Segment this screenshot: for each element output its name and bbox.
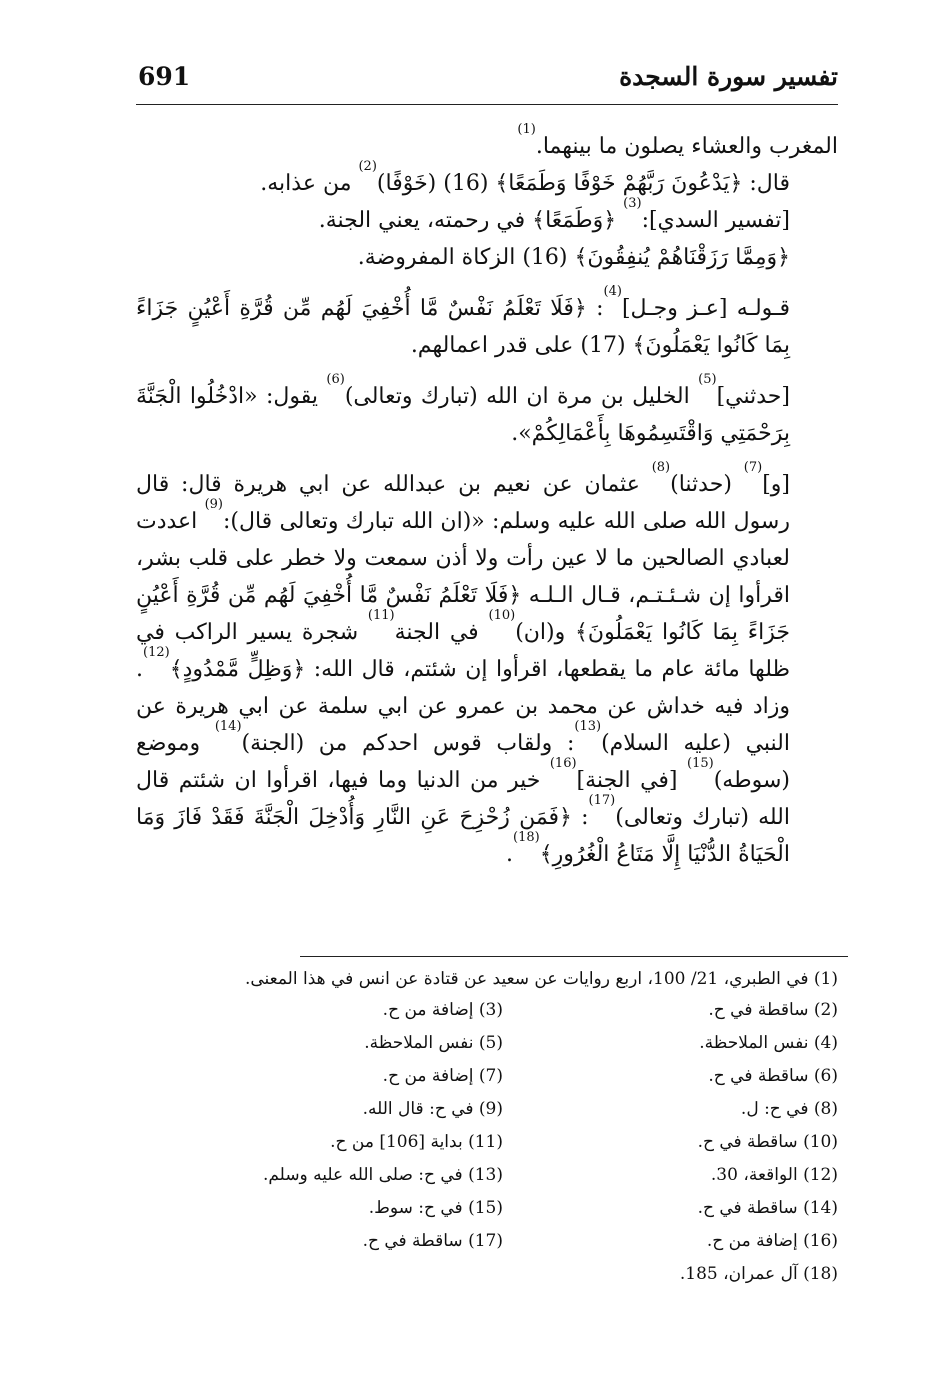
text-paragraph: المغرب والعشاء يصلون ما بينهما.$^{(1)}$ xyxy=(517,122,838,159)
footnote xyxy=(136,1264,503,1297)
footnote: (2) ساقطة في ح. xyxy=(708,1000,838,1020)
footnote: (17) ساقطة في ح. xyxy=(362,1231,503,1251)
footnote: (4) نفس الملاحظة. xyxy=(699,1033,838,1053)
footnote: (7) إضافة من ح. xyxy=(382,1066,503,1086)
text-paragraph: قال: ﴿يَدْعُونَ رَبَّهُمْ خَوْفًا وَطَمَعًا﴾ (16) (خَوْفًا)$^{(2)}$ من عذابه. xyxy=(260,159,790,196)
header-rule xyxy=(136,104,838,105)
footnote: (9) في ح: قال الله. xyxy=(362,1099,503,1119)
text-paragraph: [تفسير السدي]:$^{(3)}$ ﴿وَطَمَعًا﴾ في رحمته، يعني الجنة. xyxy=(318,196,790,233)
footnote: (13) في ح: صلى الله عليه وسلم. xyxy=(262,1165,503,1185)
text-paragraph: [حدثني]$^{(5)}$ الخليل بن مرة ان الله (تبارك وتعالى)$^{(6)}$ يقول: «ادْخُلُوا الْجَنَّةَ بِرَحْمَتِي وَاقْتَسِمُوهَا بِأَعْمَالِكُمْ». xyxy=(136,372,790,446)
page-number: 691 xyxy=(138,62,191,91)
main-text xyxy=(136,122,838,873)
footnote: (16) إضافة من ح. xyxy=(706,1231,838,1251)
footnote: (10) ساقطة في ح. xyxy=(697,1132,838,1152)
footnote-1: (1) في الطبري، 21/ 100، اربع روايات عن سعيد عن قتادة عن انس في هذا المعنى. xyxy=(244,969,838,989)
running-title: تفسير سورة السجدة xyxy=(619,62,838,91)
footnote: (3) إضافة من ح. xyxy=(382,1000,503,1020)
footnote: (11) بداية [106] من ح. xyxy=(330,1132,503,1152)
footnote: (12) الواقعة، 30. xyxy=(710,1165,838,1185)
text-paragraph: قـولـه [عـز وجـل]$^{(4)}$: ﴿فَلَا تَعْلَمُ نَفْسٌ مَّا أُخْفِيَ لَهُم مِّن قُرَّةِ أَعْيُنٍ جَزَاءً بِمَا كَانُوا يَعْمَلُونَ﴾ (17) على قدر اعمالهم. xyxy=(136,284,790,358)
footnote: (14) ساقطة في ح. xyxy=(697,1198,838,1218)
footnote-rule xyxy=(300,956,848,957)
text-paragraph: ﴿وَمِمَّا رَزَقْنَاهُمْ يُنفِقُونَ﴾ (16) الزكاة المفروضة. xyxy=(357,245,790,270)
text-paragraph: [و]$^{(7)}$ (حدثنا)$^{(8)}$ عثمان عن نعيم بن عبدالله عن ابي هريرة قال: قال رسول الله صلى الله عليه وسلم: «(ان الله تبارك وتعالى قال):$^{(9)}$ اعددت لعبادي الصالحين ما لا عين رأت ولا أذن سمعت ولا خطر على قلب بشر، اقرأوا إن شـئـتـم، قـال الـلـه ﴿فَلَا تَعْلَمُ نَفْسٌ مَّا أُخْفِيَ لَهُم مِّن قُرَّةِ أَعْيُنٍ جَزَاءً بِمَا كَانُوا يَعْمَلُونَ﴾ و(ان)$^{(10)}$ في الجنة$^{(11)}$ شجرة يسير الراكب في ظلها مائة عام ما يقطعها، اقرأوا إن شئتم، قال الله: ﴿وَظِلٍّ مَّمْدُودٍ﴾$^{(12)}$. وزاد فيه خداش عن محمد بن عمرو عن ابي سلمة عن ابي هريرة عن النبي (عليه السلام)$^{(13)}$: ولقاب قوس احدكم من (الجنة)$^{(14)}$ وموضع (سوطه)$^{(15)}$ [في الجنة]$^{(16)}$ خير من الدنيا وما فيها، اقرأوا ان شئتم قال الله (تبارك وتعالى)$^{(17)}$: ﴿فَمَن زُحْزِحَ عَنِ النَّارِ وَأُدْخِلَ الْجَنَّةَ فَقَدْ فَازَ وَمَا الْحَيَاةُ الدُّنْيَا إِلَّا مَتَاعُ الْغُرُورِ﴾$^{(18)}$. xyxy=(136,460,791,867)
footnote: (18) آل عمران، 185. xyxy=(679,1264,838,1284)
footnotes xyxy=(136,1000,838,1297)
footnote: (8) في ح: ل. xyxy=(740,1099,838,1119)
footnote: (6) ساقطة في ح. xyxy=(708,1066,838,1086)
footnote: (15) في ح: سوط. xyxy=(368,1198,503,1218)
footnote: (5) نفس الملاحظة. xyxy=(364,1033,503,1053)
